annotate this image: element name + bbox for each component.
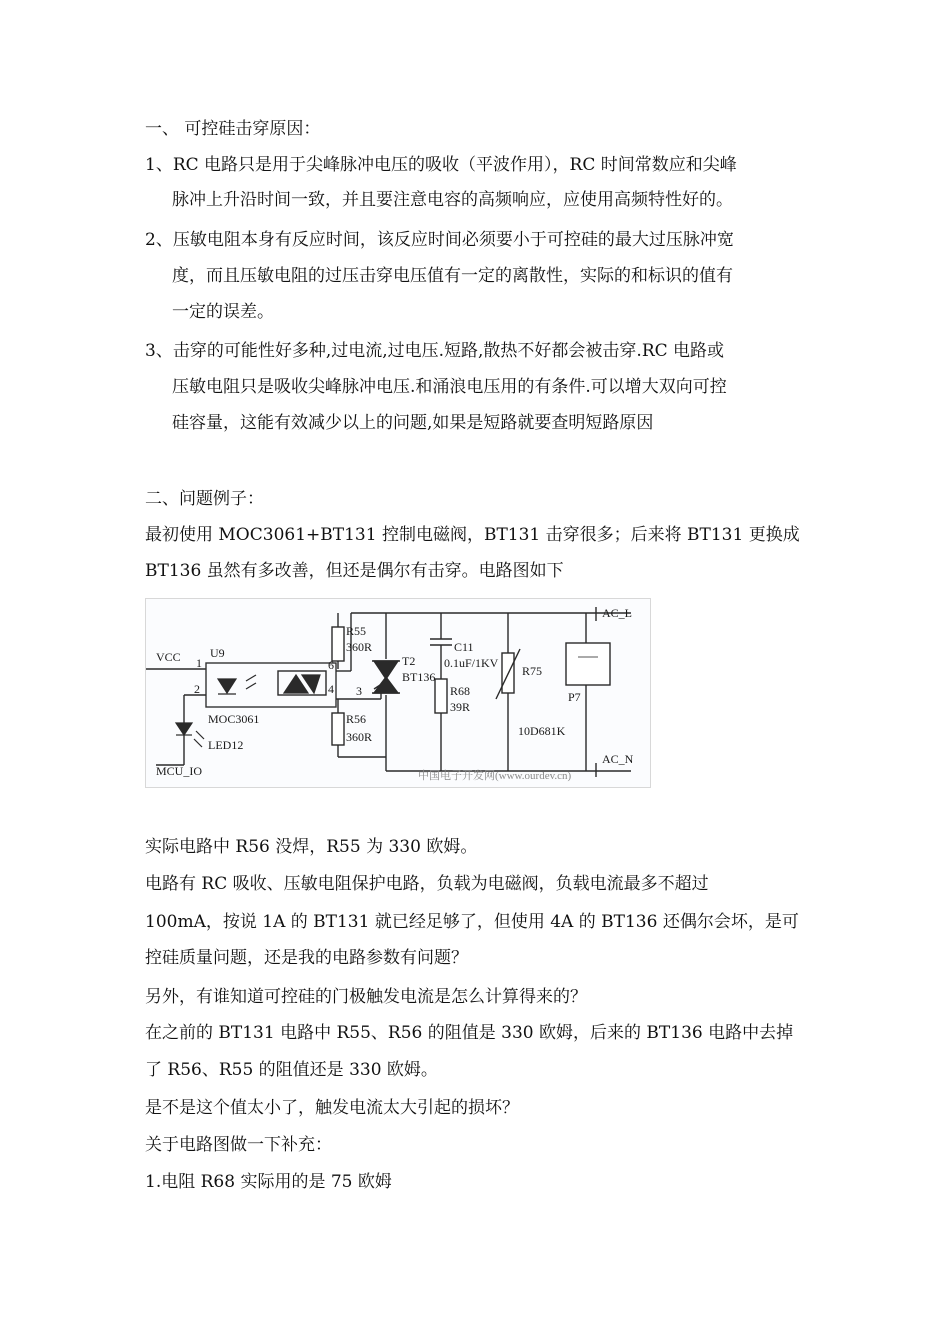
intro-line2: BT136 虽然有多改善，但还是偶尔有击穿。电路图如下 [145, 561, 564, 581]
circuit-svg [146, 599, 650, 787]
item3-line1: 3、击穿的可能性好多种,过电流,过电压.短路,散热不好都会被击穿.RC 电路或 [145, 341, 725, 361]
label-u9: U9 [210, 646, 225, 660]
para-6: 在之前的 BT131 电路中 R55、R56 的阻值是 330 欧姆，后来的 BT136 电路中去掉 [145, 1023, 794, 1043]
para-4: 控硅质量问题，还是我的电路参数有问题？ [145, 948, 468, 968]
para-3: 100mA，按说 1A 的 BT131 就已经足够了，但使用 4A 的 BT136 还偶尔会坏，是可 [145, 912, 799, 932]
item2-line3: 一定的误差。 [172, 302, 274, 322]
label-led12: LED12 [208, 738, 244, 752]
label-moc3061: MOC3061 [208, 712, 260, 726]
label-mcu-io: MCU_IO [156, 764, 203, 778]
para-5: 另外，有谁知道可控硅的门极触发电流是怎么计算得来的？ [145, 987, 587, 1007]
item3-line3: 硅容量，这能有效减少以上的问题,如果是短路就要查明短路原因 [172, 413, 654, 433]
pin-3: 3 [356, 684, 362, 698]
watermark: 中国电子开发网(www.ourdev.cn) [418, 770, 572, 782]
label-r55: R55 [346, 624, 367, 638]
label-r68: R68 [450, 684, 471, 698]
section1-heading: 一、 可控硅击穿原因： [145, 119, 321, 139]
item1-line2: 脉冲上升沿时间一致，并且要注意电容的高频响应，应使用高频特性好的。 [172, 190, 733, 210]
para-10: 1.电阻 R68 实际用的是 75 欧姆 [145, 1172, 392, 1192]
para-9: 关于电路图做一下补充： [145, 1135, 332, 1155]
section2-heading: 二、问题例子： [145, 489, 264, 509]
label-10d681k: 10D681K [518, 724, 566, 738]
label-c11-value: 0.1uF/1KV [444, 656, 499, 670]
para-2: 电路有 RC 吸收、压敏电阻保护电路，负载为电磁阀，负载电流最多不超过 [145, 874, 709, 894]
para-8: 是不是这个值太小了，触发电流太大引起的损坏？ [145, 1098, 519, 1118]
label-vcc: VCC [156, 650, 181, 664]
pin-4: 4 [328, 682, 334, 696]
label-c11: C11 [454, 640, 474, 654]
label-r75: R75 [522, 664, 543, 678]
label-r55-value: 360R [346, 640, 373, 654]
label-r56: R56 [346, 712, 367, 726]
label-r68-value: 39R [450, 700, 471, 714]
label-ac-l: AC_L [602, 606, 632, 620]
para-7: 了 R56、R55 的阻值还是 330 欧姆。 [145, 1060, 438, 1080]
pin-2: 2 [194, 682, 200, 696]
item1-line1: 1、RC 电路只是用于尖峰脉冲电压的吸收（平波作用），RC 时间常数应和尖峰 [145, 155, 737, 175]
label-p7: P7 [568, 690, 581, 704]
pin-6: 6 [328, 658, 334, 672]
item2-line2: 度，而且压敏电阻的过压击穿电压值有一定的离散性，实际的和标识的值有 [172, 266, 733, 286]
circuit-diagram [145, 598, 651, 788]
label-ac-n: AC_N [602, 752, 634, 766]
label-t2: T2 [402, 654, 416, 668]
item2-line1: 2、压敏电阻本身有反应时间，该反应时间必须要小于可控硅的最大过压脉冲宽 [145, 230, 734, 250]
label-r56-value: 360R [346, 730, 373, 744]
item3-line2: 压敏电阻只是吸收尖峰脉冲电压.和涌浪电压用的有条件.可以增大双向可控 [172, 377, 727, 397]
label-bt136: BT136 [402, 670, 436, 684]
intro-line1: 最初使用 MOC3061+BT131 控制电磁阀，BT131 击穿很多；后来将 BT131 更换成 [145, 525, 800, 545]
para-1: 实际电路中 R56 没焊，R55 为 330 欧姆。 [145, 837, 478, 857]
pin-1: 1 [196, 656, 202, 670]
